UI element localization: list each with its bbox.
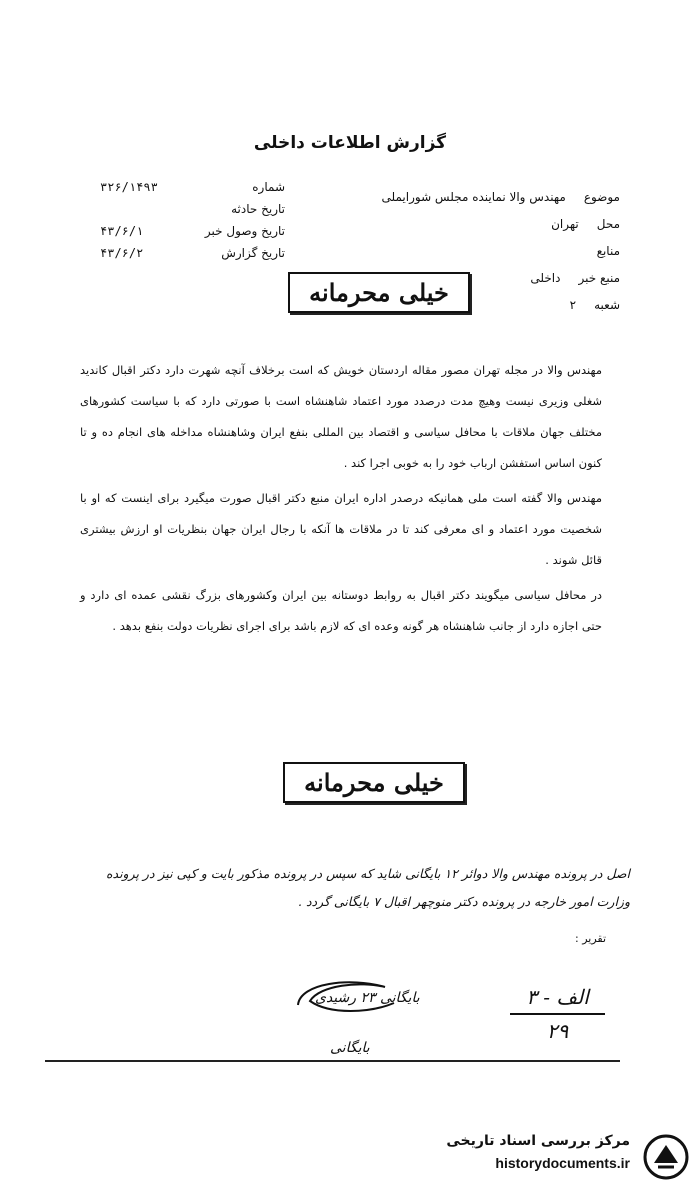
- field-value: ۴۳/۶/۱: [100, 224, 144, 238]
- field-value: مهندس والا نماینده مجلس شورایملی: [381, 190, 566, 204]
- signature-text-bottom: بایگانی: [330, 1040, 370, 1056]
- field-label: منابع: [596, 244, 620, 258]
- file-code-top: الف - ۳: [526, 985, 589, 1009]
- header-field-incident-date: [100, 202, 285, 224]
- field-label: شماره: [252, 180, 285, 194]
- field-label: شعبه: [594, 298, 620, 312]
- watermark-site: historydocuments.ir: [495, 1155, 630, 1171]
- field-label: تاریخ گزارش: [221, 246, 285, 260]
- report-body: [80, 355, 602, 642]
- watermark-logo: [418, 1133, 698, 1181]
- file-code-bottom: ۲۹: [546, 1019, 569, 1043]
- header-field-number: [100, 180, 285, 202]
- confidential-stamp: خیلی محرمانه: [288, 272, 470, 313]
- confidential-stamp-bottom: خیلی محرمانه: [283, 762, 465, 803]
- document-title: گزارش اطلاعات داخلی: [253, 133, 447, 153]
- report-paragraph: مهندس والا در مجله تهران مصور مقاله اردستان خویش که است برخلاف آنچه شهرت دارد دکتر اقبال کاندید شغلی وزیری نیست وهیچ مدت درصدد مورد اعتماد شاهنشاه است با صورتی دارد که با سیاست کشورهای مختلف جهان ملاقات با محافل سیاسی و اقتصاد بین المللی بنفع ایران وشاهنشاه مداخله های انجام ده و تا کنون اساس استفشن ارباب خود را به خوبی اجرا کند .: [80, 363, 602, 470]
- field-value: ۴۳/۶/۲: [100, 246, 144, 260]
- header-fields-left: [100, 180, 285, 268]
- footer-rule: [45, 1060, 620, 1062]
- field-label: محل: [596, 217, 620, 231]
- field-label: تاریخ وصول خبر: [204, 224, 285, 238]
- signature-text: بایگانی ۲۳ رشیدی: [315, 990, 420, 1006]
- field-value: ۳۲۶/۱۴۹۳: [100, 180, 158, 194]
- header-field-received-date: [100, 224, 285, 246]
- file-code: [510, 985, 605, 1043]
- field-value: تهران: [551, 217, 579, 231]
- field-value: ۲: [569, 298, 577, 312]
- field-value: داخلی: [530, 271, 561, 285]
- file-code-divider: [510, 1013, 605, 1015]
- report-paragraph: در محافل سیاسی میگویند دکتر اقبال به روابط دوستانه بین ایران وکشورهای بزرگ نقشی عمده ای دارد و حتی اجازه دارد از جانب شاهنشاه هر گونه وعده ای که لازم باشد برای اجرای نظریات دولت بنفع بدهد .: [80, 588, 602, 633]
- field-label: موضوع: [583, 190, 620, 204]
- document-logo-icon: [642, 1133, 690, 1181]
- header-field-report-date: [100, 246, 285, 268]
- header-field-sources: [320, 244, 620, 271]
- handwritten-note: اصل در پرونده مهندس والا دوائر ۱۲ بایگانی شاید که سپس در پرونده مذکور بایت و کپی نیز در پرونده وزارت امور خارجه در پرونده دکتر منوچهر اقبال ۷ بایگانی گردد .: [105, 866, 630, 909]
- header-field-location: [320, 217, 620, 244]
- watermark-text: [446, 1133, 630, 1171]
- taghrir-label: تقریر :: [575, 932, 607, 945]
- watermark-name: مرکز بررسی اسناد تاریخی: [446, 1133, 630, 1149]
- report-paragraph: مهندس والا گفته است ملی همانیکه درصدر اداره ایران منبع دکتر اقبال صورت میگیرد برای اینست که او با شخصیت مورد اعتماد و ای معرفی کند تا در ملاقات ها آنکه با رجال ایران جهان بنظریات او ارزش بیشتری قائل شوند .: [80, 491, 602, 567]
- header-field-subject: [320, 190, 620, 217]
- field-label: تاریخ حادثه: [231, 202, 285, 216]
- field-label: منبع خبر: [578, 271, 620, 285]
